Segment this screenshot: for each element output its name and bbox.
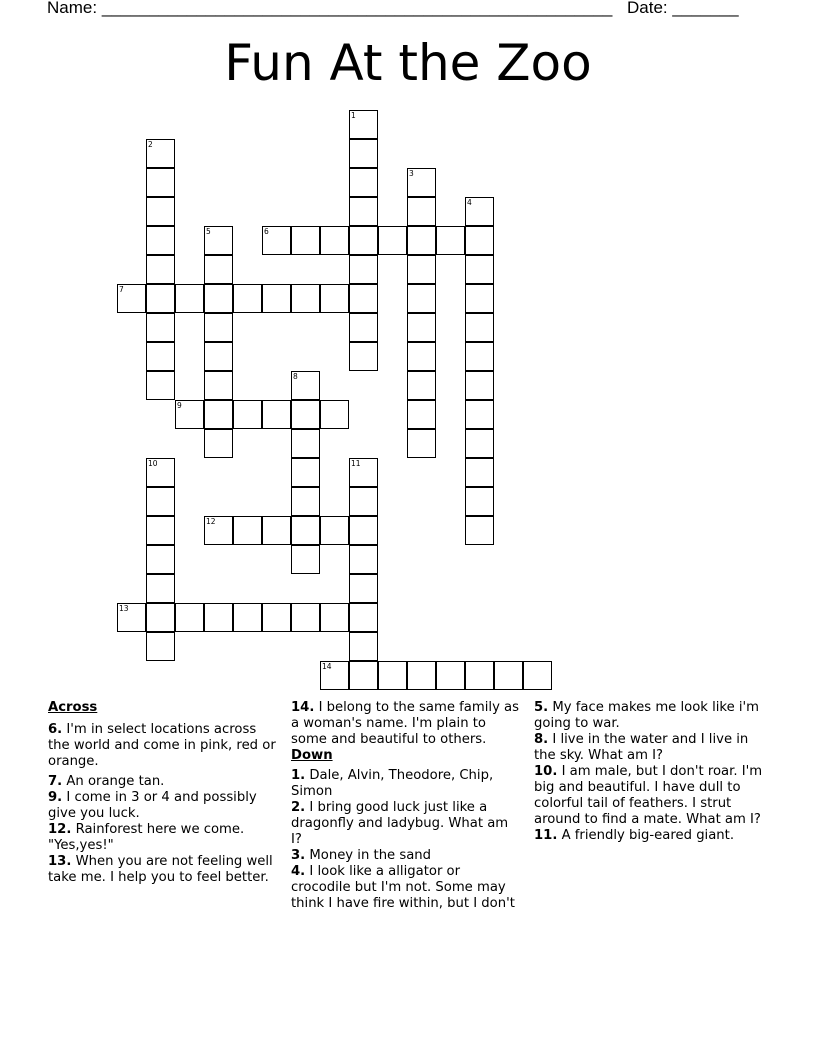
grid-cell[interactable] bbox=[465, 458, 494, 487]
date-line: _______ bbox=[672, 0, 739, 17]
grid-cell[interactable] bbox=[465, 371, 494, 400]
clue-text: I come in 3 or 4 and possibly give you luck. bbox=[48, 790, 257, 821]
grid-cell[interactable] bbox=[349, 545, 378, 574]
grid-cell[interactable] bbox=[349, 661, 378, 690]
cell-number-6: 6 bbox=[264, 227, 269, 236]
cell-number-1: 1 bbox=[351, 111, 356, 120]
grid-cell[interactable] bbox=[436, 226, 465, 255]
grid-cell[interactable] bbox=[349, 574, 378, 603]
name-label: Name: bbox=[47, 0, 98, 17]
grid-cell[interactable] bbox=[407, 342, 436, 371]
clue-down-8 bbox=[534, 732, 770, 764]
grid-cell[interactable] bbox=[465, 661, 494, 690]
clue-text: Money in the sand bbox=[309, 848, 432, 863]
clue-down-5 bbox=[534, 700, 770, 732]
grid-cell[interactable] bbox=[407, 313, 436, 342]
grid-cell[interactable] bbox=[320, 226, 349, 255]
clue-down-11 bbox=[534, 828, 770, 844]
cell-number-4: 4 bbox=[467, 198, 472, 207]
grid-cell[interactable] bbox=[465, 429, 494, 458]
cell-number-11: 11 bbox=[351, 459, 361, 468]
grid-cell[interactable] bbox=[204, 313, 233, 342]
grid-cell[interactable] bbox=[291, 400, 320, 429]
grid-cell[interactable] bbox=[204, 342, 233, 371]
grid-cell[interactable] bbox=[146, 574, 175, 603]
clue-number: 7. bbox=[48, 774, 63, 789]
grid-cell[interactable] bbox=[291, 516, 320, 545]
grid-cell[interactable] bbox=[204, 371, 233, 400]
clue-number: 1. bbox=[291, 768, 306, 783]
cell-number-9: 9 bbox=[177, 401, 182, 410]
clue-down-4 bbox=[291, 864, 519, 912]
grid-cell[interactable] bbox=[262, 516, 291, 545]
grid-cell[interactable] bbox=[262, 603, 291, 632]
page-title: Fun At the Zoo bbox=[224, 34, 592, 92]
grid-cell[interactable] bbox=[291, 429, 320, 458]
clue-down-2 bbox=[291, 800, 519, 848]
grid-cell[interactable] bbox=[204, 284, 233, 313]
grid-cell[interactable] bbox=[146, 255, 175, 284]
grid-cell[interactable] bbox=[146, 632, 175, 661]
grid-cell[interactable] bbox=[349, 139, 378, 168]
grid-cell[interactable] bbox=[291, 603, 320, 632]
grid-cell[interactable] bbox=[407, 400, 436, 429]
grid-cell[interactable] bbox=[465, 516, 494, 545]
clue-text: An orange tan. bbox=[66, 774, 165, 789]
clue-text: I belong to the same family as a woman's name. I'm plain to some and beautiful to others. bbox=[291, 700, 520, 747]
clue-number: 3. bbox=[291, 848, 306, 863]
grid-cell[interactable] bbox=[146, 168, 175, 197]
grid-cell[interactable] bbox=[175, 603, 204, 632]
grid-cell[interactable] bbox=[407, 371, 436, 400]
grid-cell[interactable] bbox=[407, 255, 436, 284]
clue-across-14 bbox=[291, 700, 519, 748]
grid-cell[interactable] bbox=[320, 284, 349, 313]
grid-cell[interactable] bbox=[262, 400, 291, 429]
clue-number: 4. bbox=[291, 864, 306, 879]
grid-cell[interactable] bbox=[204, 429, 233, 458]
grid-cell[interactable] bbox=[465, 226, 494, 255]
grid-cell[interactable] bbox=[291, 487, 320, 516]
grid-cell[interactable] bbox=[378, 226, 407, 255]
grid-cell[interactable] bbox=[349, 313, 378, 342]
grid-cell[interactable] bbox=[146, 487, 175, 516]
clue-number: 2. bbox=[291, 800, 306, 815]
grid-cell[interactable] bbox=[320, 400, 349, 429]
clue-text: Dale, Alvin, Theodore, Chip, Simon bbox=[291, 768, 494, 799]
grid-cell[interactable] bbox=[465, 313, 494, 342]
cell-number-10: 10 bbox=[148, 459, 158, 468]
grid-cell[interactable] bbox=[349, 487, 378, 516]
cell-number-8: 8 bbox=[293, 372, 298, 381]
across-heading: Across bbox=[48, 700, 98, 715]
clue-text: I bring good luck just like a dragonfly and ladybug. What am I? bbox=[291, 800, 509, 847]
clue-number: 8. bbox=[534, 732, 549, 747]
grid-cell[interactable] bbox=[233, 603, 262, 632]
grid-cell[interactable] bbox=[523, 661, 552, 690]
clue-text: I am male, but I don't roar. I'm big and beautiful. I have dull to colorful tail of feathers. I strut around to find a mate. What am I? bbox=[534, 764, 763, 827]
grid-cell[interactable] bbox=[204, 603, 233, 632]
cell-number-2: 2 bbox=[148, 140, 153, 149]
grid-cell[interactable] bbox=[146, 197, 175, 226]
clue-text: I live in the water and I live in the sky. What am I? bbox=[534, 732, 749, 763]
clue-text: My face makes me look like i'm going to war. bbox=[534, 700, 760, 731]
grid-cell[interactable] bbox=[262, 284, 291, 313]
grid-cell[interactable] bbox=[320, 516, 349, 545]
grid-cell[interactable] bbox=[465, 487, 494, 516]
clue-text: I look like a alligator or crocodile but I'm not. Some may think I have fire within, but I don't bbox=[291, 864, 515, 911]
grid-cell[interactable] bbox=[146, 284, 175, 313]
cell-number-5: 5 bbox=[206, 227, 211, 236]
cell-number-7: 7 bbox=[119, 285, 124, 294]
grid-cell[interactable] bbox=[146, 371, 175, 400]
clue-text: When you are not feeling well take me. I help you to feel better. bbox=[48, 854, 273, 885]
grid-cell[interactable] bbox=[378, 661, 407, 690]
grid-cell[interactable] bbox=[349, 516, 378, 545]
clue-across-9 bbox=[48, 790, 278, 822]
grid-cell[interactable] bbox=[349, 168, 378, 197]
grid-cell[interactable] bbox=[436, 661, 465, 690]
grid-cell[interactable] bbox=[291, 226, 320, 255]
grid-cell[interactable] bbox=[320, 603, 349, 632]
clue-across-6 bbox=[48, 722, 278, 770]
grid-cell[interactable] bbox=[407, 226, 436, 255]
grid-cell[interactable] bbox=[407, 197, 436, 226]
date-label: Date: bbox=[627, 0, 668, 17]
clue-down-3 bbox=[291, 848, 519, 864]
grid-cell[interactable] bbox=[233, 400, 262, 429]
clue-text: I'm in select locations across the world and come in pink, red or orange. bbox=[48, 722, 276, 769]
grid-cell[interactable] bbox=[146, 516, 175, 545]
clue-number: 14. bbox=[291, 700, 315, 715]
grid-cell[interactable] bbox=[494, 661, 523, 690]
clue-across-13 bbox=[48, 854, 278, 886]
cell-number-14: 14 bbox=[322, 662, 332, 671]
clue-number: 6. bbox=[48, 722, 63, 737]
clue-across-7 bbox=[48, 774, 278, 790]
grid-cell[interactable] bbox=[349, 632, 378, 661]
grid-cell[interactable] bbox=[146, 226, 175, 255]
grid-cell[interactable] bbox=[349, 603, 378, 632]
grid-cell[interactable] bbox=[349, 197, 378, 226]
clue-down-10 bbox=[534, 764, 770, 828]
clue-number: 12. bbox=[48, 822, 72, 837]
grid-cell[interactable] bbox=[204, 255, 233, 284]
grid-cell[interactable] bbox=[146, 545, 175, 574]
grid-cell[interactable] bbox=[349, 226, 378, 255]
grid-cell[interactable] bbox=[291, 458, 320, 487]
cell-number-3: 3 bbox=[409, 169, 414, 178]
clue-text: Rainforest here we come. "Yes,yes!" bbox=[48, 822, 245, 853]
grid-cell[interactable] bbox=[233, 516, 262, 545]
grid-cell[interactable] bbox=[146, 313, 175, 342]
clue-number: 13. bbox=[48, 854, 72, 869]
grid-cell[interactable] bbox=[465, 284, 494, 313]
clue-number: 9. bbox=[48, 790, 63, 805]
grid-cell[interactable] bbox=[291, 545, 320, 574]
clue-number: 10. bbox=[534, 764, 558, 779]
cell-number-12: 12 bbox=[206, 517, 216, 526]
grid-cell[interactable] bbox=[291, 284, 320, 313]
grid-cell[interactable] bbox=[407, 429, 436, 458]
grid-cell[interactable] bbox=[349, 284, 378, 313]
grid-cell[interactable] bbox=[175, 284, 204, 313]
grid-cell[interactable] bbox=[146, 603, 175, 632]
down-heading: Down bbox=[291, 748, 333, 763]
name-line: ______________________________________________________ bbox=[101, 0, 613, 17]
grid-cell[interactable] bbox=[407, 284, 436, 313]
clue-number: 11. bbox=[534, 828, 558, 843]
clues-column-3 bbox=[534, 700, 770, 844]
clue-number: 5. bbox=[534, 700, 549, 715]
grid-cell[interactable] bbox=[349, 342, 378, 371]
cell-number-13: 13 bbox=[119, 604, 129, 613]
grid-cell[interactable] bbox=[465, 255, 494, 284]
grid-cell[interactable] bbox=[204, 400, 233, 429]
grid-cell[interactable] bbox=[349, 255, 378, 284]
grid-cell[interactable] bbox=[233, 284, 262, 313]
grid-cell[interactable] bbox=[465, 342, 494, 371]
clue-down-1 bbox=[291, 768, 519, 800]
clues-column-2 bbox=[291, 700, 519, 912]
grid-cell[interactable] bbox=[146, 342, 175, 371]
clue-text: A friendly big-eared giant. bbox=[561, 828, 735, 843]
grid-cell[interactable] bbox=[465, 400, 494, 429]
clue-across-12 bbox=[48, 822, 278, 854]
grid-cell[interactable] bbox=[407, 661, 436, 690]
clues-column-1 bbox=[48, 700, 278, 886]
